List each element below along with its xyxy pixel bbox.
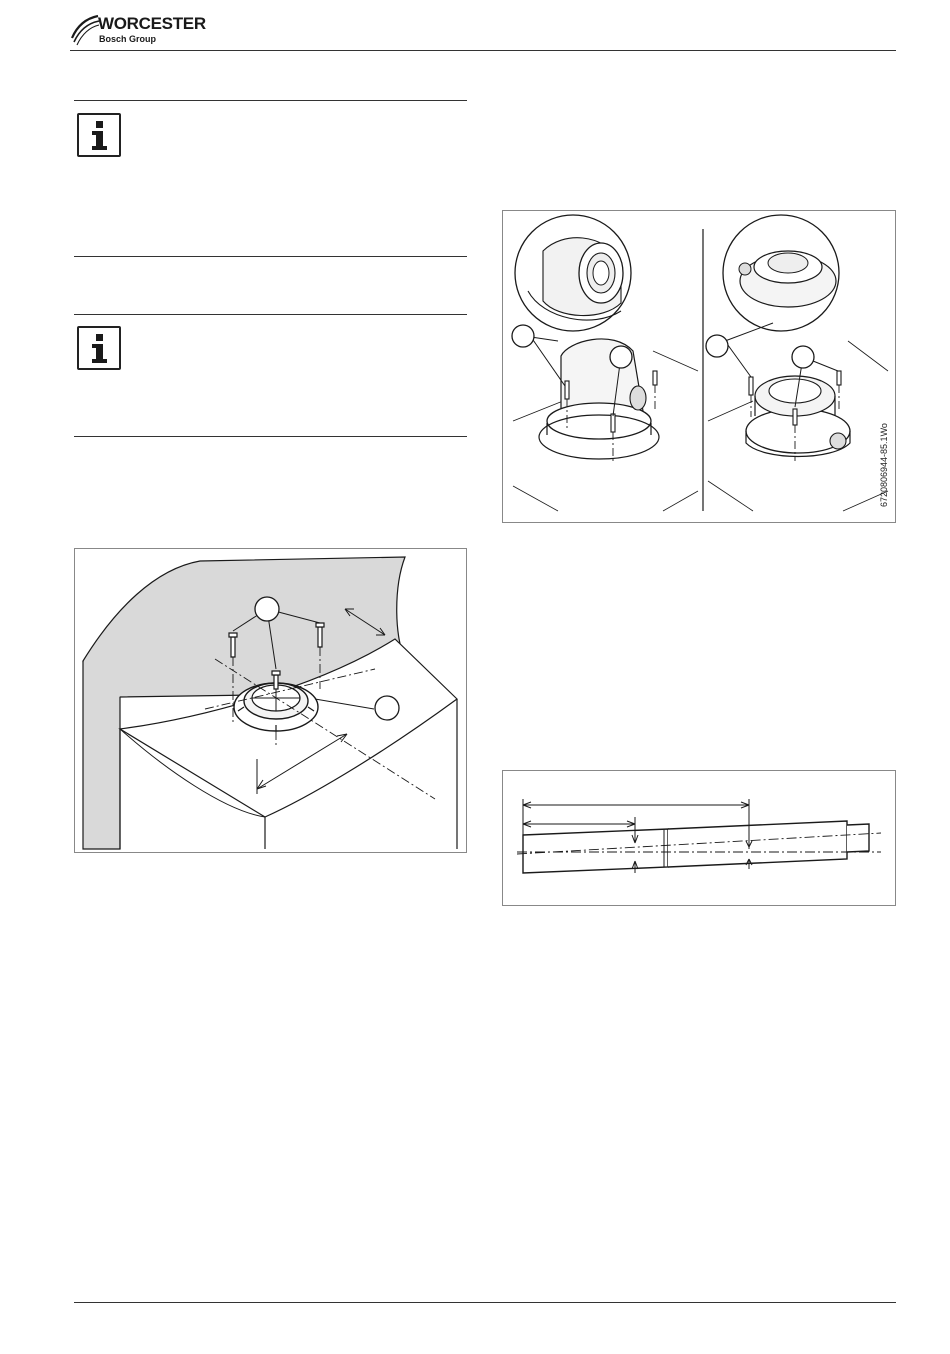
footer-rule	[74, 1302, 896, 1303]
info-icon	[77, 113, 121, 157]
boiler-flue-adaptor-drawing	[75, 549, 467, 853]
figure-boiler-flue-adaptor	[74, 548, 467, 853]
figure-elbow-adaptor-fitting	[502, 210, 896, 523]
brand-name: WORCESTER	[98, 14, 206, 33]
flue-pipe-drawing	[503, 771, 896, 906]
brand-logo	[70, 12, 210, 48]
elbow-adaptor-drawing	[503, 211, 896, 523]
worcester-swoosh-logo	[70, 12, 100, 48]
notice-2-top-rule	[74, 314, 467, 315]
info-icon	[77, 326, 121, 370]
notice-1-top-rule	[74, 100, 467, 101]
notice-2-bottom-rule	[74, 436, 467, 437]
header-rule	[70, 50, 896, 51]
figure-id-code: 6720806944-85.1Wo	[879, 423, 889, 507]
brand-subtitle: Bosch Group	[99, 34, 157, 44]
figure-flue-pipe-measure	[502, 770, 896, 906]
notice-1-bottom-rule	[74, 256, 467, 257]
